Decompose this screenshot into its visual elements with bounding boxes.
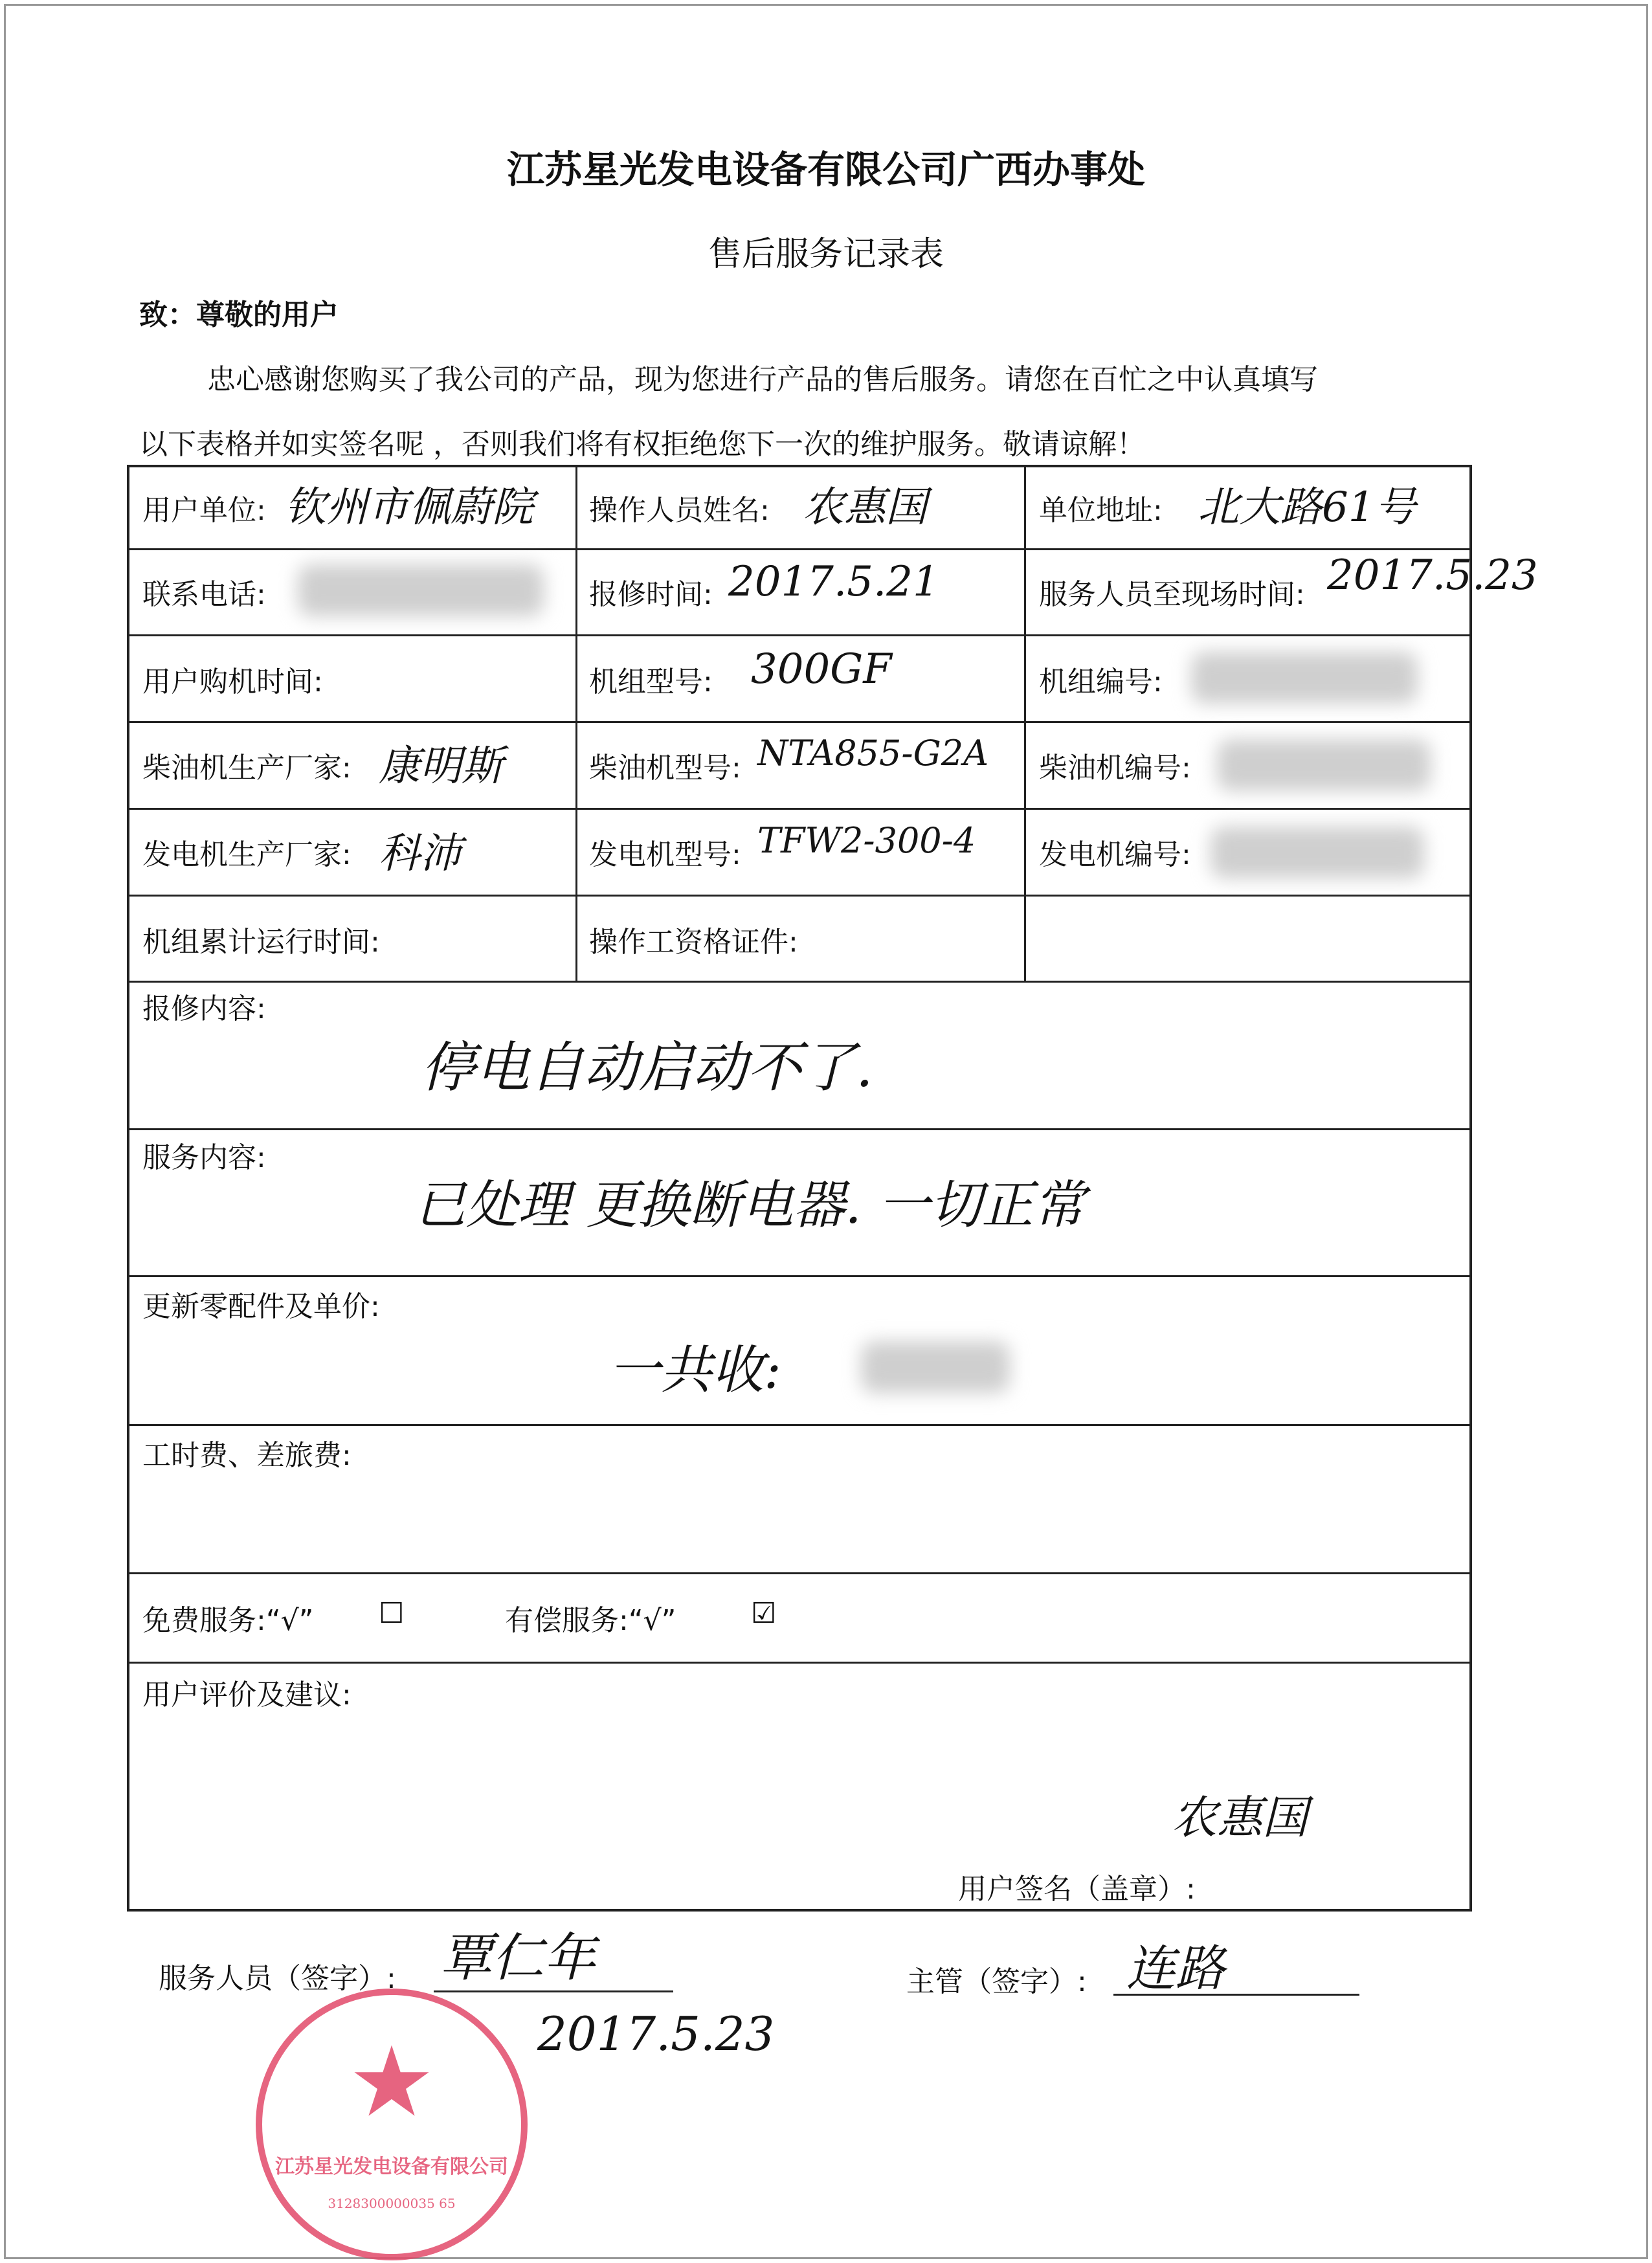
run-hours-label: 机组累计运行时间: xyxy=(142,926,380,959)
diesel-no-redacted xyxy=(1217,739,1431,791)
company-title: 江苏星光发电设备有限公司广西办事处 xyxy=(506,148,1145,192)
fees-label: 工时费、差旅费: xyxy=(142,1439,352,1472)
report-time-label: 报修时间: xyxy=(589,578,713,611)
alt-no-label: 发电机编号: xyxy=(1039,838,1191,871)
service-date: 2017.5.23 xyxy=(537,2007,775,2061)
phone-label: 联系电话: xyxy=(142,578,266,611)
alt-no-redacted xyxy=(1211,827,1424,878)
service-content-label: 服务内容: xyxy=(142,1141,266,1174)
service-record-table xyxy=(127,465,1538,1912)
operator-name-label: 操作人员姓名: xyxy=(589,494,770,527)
report-time-value[interactable]: 2017.5.21 xyxy=(728,558,939,606)
service-content-value[interactable]: 已处理 更换断电器. 一切正常 xyxy=(414,1175,1086,1235)
supervisor-line xyxy=(1113,1994,1359,1996)
form-title: 售后服务记录表 xyxy=(708,235,944,274)
diesel-maker-value[interactable]: 康明斯 xyxy=(379,742,503,790)
parts-value[interactable]: 一共收: xyxy=(608,1340,781,1400)
genset-model-label: 机组型号: xyxy=(589,665,713,698)
seal-number: 3128300000035 65 xyxy=(328,2196,456,2211)
phone-redacted xyxy=(298,564,544,616)
operator-name-value[interactable]: 农惠国 xyxy=(803,484,927,531)
paid-service-checkbox[interactable]: ☑ xyxy=(751,1597,777,1630)
diesel-model-label: 柴油机型号: xyxy=(589,752,741,785)
arrival-time-label: 服务人员至现场时间: xyxy=(1039,578,1305,611)
intro-line-2: 以下表格并如实签名呢 ，否则我们将有权拒绝您下一次的维护服务。敬请谅解！ xyxy=(139,428,1145,461)
diesel-model-value[interactable]: NTA855-G2A xyxy=(757,733,989,774)
parts-label: 更新零配件及单价: xyxy=(142,1290,380,1323)
user-signature[interactable]: 农惠国 xyxy=(1172,1791,1308,1844)
free-service-label: 免费服务:“√” xyxy=(142,1604,314,1637)
supervisor-label: 主管（签字）: xyxy=(906,1965,1087,1998)
seal-text: 江苏星光发电设备有限公司 xyxy=(275,2156,508,2178)
service-person-signature[interactable]: 覃仁年 xyxy=(440,1928,596,1988)
repair-content-label: 报修内容: xyxy=(142,992,266,1025)
unit-address-label: 单位地址: xyxy=(1039,494,1163,527)
genset-model-value[interactable]: 300GF xyxy=(751,645,892,693)
paid-service-label: 有偿服务:“√” xyxy=(505,1604,676,1637)
seal-star-icon: ★ xyxy=(348,2026,436,2139)
diesel-no-label: 柴油机编号: xyxy=(1039,752,1191,785)
repair-content-value[interactable]: 停电自动启动不了. xyxy=(421,1036,873,1099)
alt-maker-value[interactable]: 科沛 xyxy=(379,830,462,878)
free-service-checkbox[interactable]: ☐ xyxy=(379,1597,405,1630)
genset-no-redacted xyxy=(1191,652,1418,704)
service-person-line xyxy=(434,1990,673,1992)
genset-no-label: 机组编号: xyxy=(1039,665,1163,698)
parts-amount-redacted xyxy=(861,1341,1010,1393)
feedback-label: 用户评价及建议: xyxy=(142,1678,352,1711)
company-seal xyxy=(256,1989,528,2260)
arrival-time-value[interactable]: 2017.5.23 xyxy=(1327,552,1538,599)
purchase-time-label: 用户购机时间: xyxy=(142,665,323,698)
service-person-label: 服务人员（签字）: xyxy=(159,1962,396,1995)
user-unit-label: 用户单位: xyxy=(142,494,266,527)
alt-maker-label: 发电机生产厂家: xyxy=(142,838,352,871)
alt-model-label: 发电机型号: xyxy=(589,838,741,871)
operator-cert-label: 操作工资格证件: xyxy=(589,926,798,959)
supervisor-signature[interactable]: 连路 xyxy=(1126,1939,1225,1997)
diesel-maker-label: 柴油机生产厂家: xyxy=(142,752,352,785)
salutation: 致：尊敬的用户 xyxy=(139,298,339,331)
alt-model-value[interactable]: TFW2-300-4 xyxy=(757,820,976,861)
user-sign-label: 用户签名（盖章）: xyxy=(958,1873,1196,1906)
unit-address-value[interactable]: 北大路61号 xyxy=(1198,484,1416,531)
user-unit-value[interactable]: 钦州市佩蔚院 xyxy=(285,484,533,531)
intro-line-1: 忠心感谢您购买了我公司的产品，现为您进行产品的售后服务。请您在百忙之中认真填写 xyxy=(207,363,1318,396)
